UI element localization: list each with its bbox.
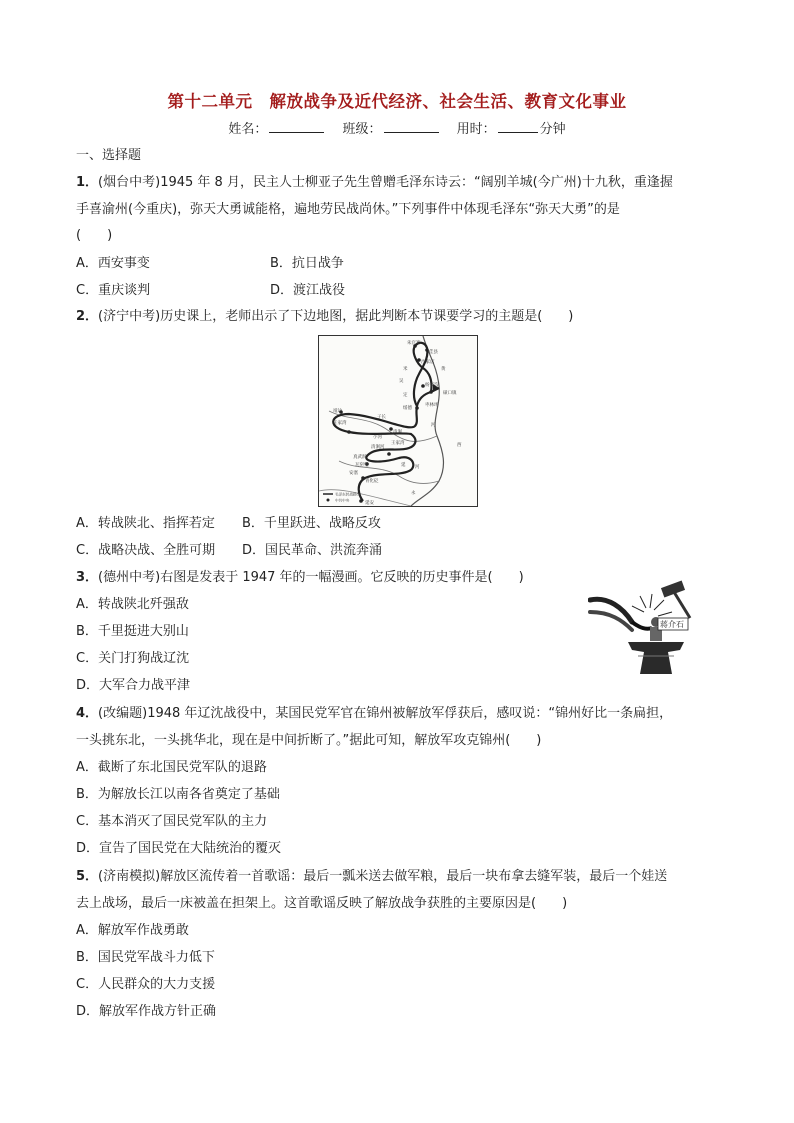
question-1-option-d: D．渡江战役 xyxy=(270,283,346,298)
question-3-option-b: B．千里挺进大别山 xyxy=(76,624,189,639)
student-info-line xyxy=(0,118,794,137)
map-label: 杨家沟 xyxy=(425,383,439,388)
shaanbei-route-map xyxy=(318,335,478,507)
map-drawing xyxy=(319,336,477,506)
map-label: 小河 xyxy=(373,435,382,440)
question-1-line-3: ( ) xyxy=(76,228,113,243)
march-route xyxy=(333,388,439,501)
question-3-number: 3． xyxy=(76,570,99,585)
name-label: 姓名： xyxy=(228,122,268,137)
section-heading: 一、选择题 xyxy=(76,148,142,163)
map-label: 延 xyxy=(401,463,406,468)
map-label: 真武洞 xyxy=(353,455,367,460)
map-label: 河 xyxy=(415,465,420,470)
question-4-line-2: 一头挑东北，一头挑华北，现在是中间折断了。”据此可知，解放军攻克锦州( ) xyxy=(76,733,542,748)
map-label: 西 xyxy=(457,443,462,448)
map-label: 黄 xyxy=(441,367,446,372)
legend-hq: 中共中央 xyxy=(335,498,350,503)
question-3-line-1: 3．(德州中考)右图是发表于 1947 年的一幅漫画。它反映的历史事件是( ) xyxy=(76,570,524,585)
question-2-line-1: 2．(济宁中考)历史课上，老师出示了下边地图，据此判断本节课要学习的主题是( ) xyxy=(76,309,574,324)
question-5-line-1: 5．(济南模拟)解放区流传着一首歌谣：最后一瓢米送去做军粮，最后一块布拿去缝军装，最后一个娃送 xyxy=(76,869,668,884)
political-cartoon-image xyxy=(588,578,698,682)
question-1-option-b: B．抗日战争 xyxy=(270,256,344,271)
question-2-option-a: A．转战陕北、指挥若定 xyxy=(76,516,215,531)
question-2-option-b: B．千里跃进、战略反攻 xyxy=(242,516,381,531)
question-1-line-1: 1．(烟台中考)1945 年 8 月，民主人士柳亚子先生曾赠毛泽东诗云：“阔别羊城(今广州)十九秋，重逢握 xyxy=(76,175,673,190)
map-label: 吴 xyxy=(399,379,404,384)
question-4-option-b: B．为解放长江以南各省奠定了基础 xyxy=(76,787,280,802)
map-label: 靖边 xyxy=(333,409,342,414)
place-markers xyxy=(339,344,433,503)
map-label: 清涧河 xyxy=(371,445,385,450)
map-label: 碛口镇 xyxy=(443,391,457,396)
map-label: 安塞 xyxy=(349,471,358,476)
time-label: 用时： xyxy=(456,122,496,137)
map-label: 王家湾 xyxy=(333,421,347,426)
map-label: 绥德 xyxy=(403,406,412,411)
map-label: 瓦窑堡 xyxy=(355,463,369,468)
question-4-option-a: A．截断了东北国民党军队的退路 xyxy=(76,760,267,775)
map-label: 王家湾 xyxy=(391,441,405,446)
name-blank[interactable] xyxy=(269,120,324,133)
question-4-option-d: D．宣告了国民党在大陆统治的覆灭 xyxy=(76,841,282,856)
map-label: 枣林坪 xyxy=(425,403,439,408)
map-label: 河 xyxy=(431,423,436,428)
question-5-number: 5． xyxy=(76,869,99,884)
question-1-line-2: 手喜渝州(今重庆)，弥天大勇诚能格，遍地劳民战尚休。”下列事件中体现毛泽东“弥天大勇”的是 xyxy=(76,202,620,217)
question-4-option-c: C．基本消灭了国民党军队的主力 xyxy=(76,814,268,829)
question-2-option-c: C．战略决战、全胜可期 xyxy=(76,543,216,558)
question-3-option-a: A．转战陕北歼强敌 xyxy=(76,597,189,612)
map-label: 永 xyxy=(411,491,416,496)
question-5-line-2: 去上战场，最后一床被盖在担架上。这首歌谣反映了解放战争获胜的主要原因是( ) xyxy=(76,896,568,911)
question-4-line-1: 4．(改编题)1948 年辽沈战役中，某国民党军官在锦州被解放军俘获后，感叹说：“锦州好比一条扁担， xyxy=(76,706,673,721)
question-4-number: 4． xyxy=(76,706,99,721)
map-label: 朱官寨 xyxy=(407,341,421,346)
cartoon-drawing xyxy=(588,578,698,682)
map-label: 佳县 xyxy=(429,350,438,355)
question-5-option-d: D．解放军作战方针正确 xyxy=(76,1004,217,1019)
time-unit: 分钟 xyxy=(539,122,566,137)
question-1-option-a: A．西安事变 xyxy=(76,256,150,271)
map-legend xyxy=(323,492,361,503)
time-blank[interactable] xyxy=(498,120,538,133)
question-1-option-c: C．重庆谈判 xyxy=(76,283,151,298)
question-1-number: 1． xyxy=(76,175,99,190)
class-blank[interactable] xyxy=(384,120,439,133)
map-label: 延安 xyxy=(365,501,374,506)
question-3-option-d: D．大军合力战平津 xyxy=(76,678,191,693)
class-label: 班级： xyxy=(342,122,382,137)
question-5-option-c: C．人民群众的大力支援 xyxy=(76,977,216,992)
map-label: 米 xyxy=(403,367,408,372)
map-label: 沙家店 xyxy=(421,360,435,365)
map-label: 子长 xyxy=(377,415,386,420)
question-2-option-d: D．国民革命、洪流奔涌 xyxy=(242,543,383,558)
question-5-option-b: B．国民党军战斗力低下 xyxy=(76,950,215,965)
question-5-option-a: A．解放军作战勇敢 xyxy=(76,923,189,938)
legend-route: 毛泽东转战路线 xyxy=(335,492,361,497)
map-label: 定 xyxy=(403,393,408,398)
page-title: 第十二单元 解放战争及近代经济、社会生活、教育文化事业 xyxy=(167,92,627,111)
map-label: 青化砭 xyxy=(365,479,379,484)
map-labels xyxy=(333,339,462,506)
question-2-number: 2． xyxy=(76,309,99,324)
map-label: 清涧 xyxy=(393,430,402,435)
cartoon-label: 蒋介石 xyxy=(660,620,684,629)
question-3-option-c: C．关门打狗战辽沈 xyxy=(76,651,190,666)
